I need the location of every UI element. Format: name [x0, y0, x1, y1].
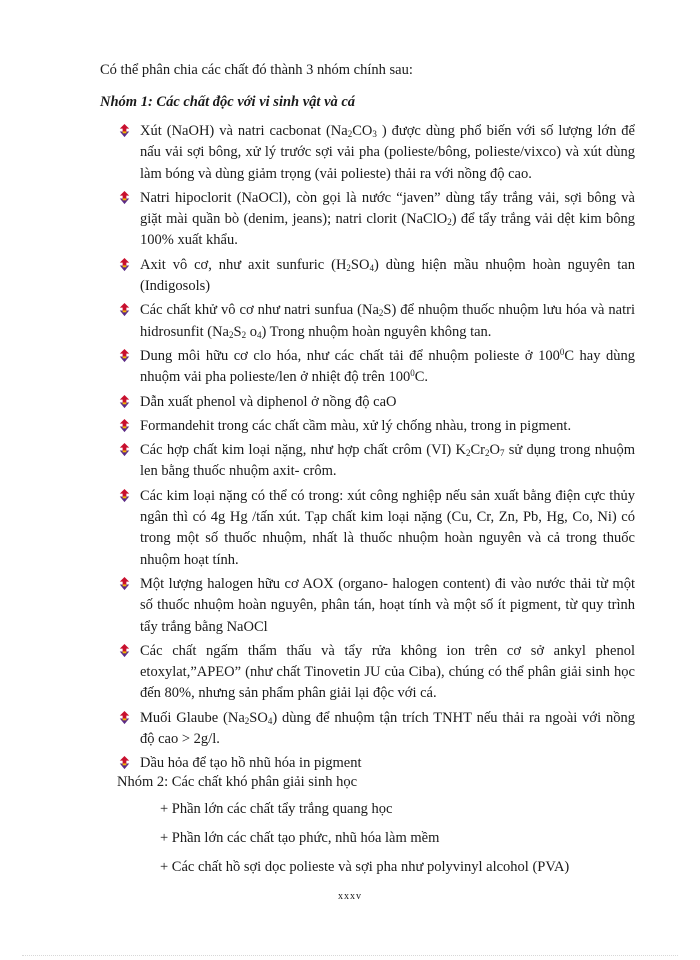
text-segment: Dung môi hữu cơ clo hóa, như các chất tải để nhuộm polieste ở 100	[140, 347, 560, 364]
group1-list-item	[117, 188, 635, 252]
list-item-text	[140, 123, 635, 182]
text-segment: Dẫn xuất phenol và diphenol ở nồng độ caO	[140, 393, 397, 410]
list-item-text	[140, 418, 571, 434]
text-segment: Muối Glaube (Na	[140, 709, 245, 726]
group1-list-item	[117, 346, 635, 389]
text-segment: Axit vô cơ, như axit sunfuric (H	[140, 256, 347, 273]
list-item-text	[140, 710, 635, 747]
arrow-bullet-icon	[117, 394, 132, 409]
text-segment: 2	[346, 262, 351, 273]
arrow-bullet-icon	[117, 348, 132, 363]
group1-list-item	[117, 121, 635, 185]
text-segment: Natri hipoclorit (NaOCl), còn gọi là nước “javen” dùng tẩy trắng vải, sợi bông và giặt mài quần bò (denim, jeans); natri clorit (NaClO	[140, 189, 635, 228]
text-segment: ) để tẩy trắng vải dệt kim bông 100% xuất khẩu.	[140, 211, 635, 249]
group1-list-item	[117, 416, 635, 437]
text-segment: 7	[499, 448, 505, 459]
group1-bullet-list	[117, 121, 635, 778]
text-segment: Dầu hỏa để tạo hồ nhũ hóa in pigment	[140, 755, 362, 772]
text-segment: 2	[347, 129, 353, 139]
arrow-bullet-icon	[117, 123, 132, 138]
text-segment: 3	[372, 129, 377, 139]
arrow-bullet-icon	[117, 576, 132, 591]
group2-item: + Phần lớn các chất tẩy trắng quang học	[160, 801, 393, 817]
list-item-text	[140, 755, 361, 771]
group2-item: + Các chất hồ sợi dọc polieste và sợi pha như polyvinyl alcohol (PVA)	[160, 859, 570, 875]
text-segment: o	[246, 323, 257, 340]
text-segment: Các chất ngấm thẩm thấu và tẩy rửa không ion trên cơ sở ankyl phenol etoxylat,”APEO” (như chất Tinovetin JU của Ciba), chúng có thể phân giải sinh học đến 80%, nhưng sản phẩm phân giải lại độc với cá.	[140, 642, 635, 702]
group1-list-item	[117, 255, 635, 298]
group1-list-item	[117, 708, 635, 751]
list-item-text	[140, 190, 635, 249]
text-segment: 4	[256, 329, 262, 340]
text-segment: 4	[369, 262, 374, 273]
group1-list-item	[117, 574, 635, 638]
list-item-text	[140, 488, 635, 568]
page-number: xxxv	[338, 891, 362, 902]
text-segment: ) dùng hiện mầu nhuộm hoàn nguyên tan (Indigosols)	[140, 256, 635, 295]
group1-list-item	[117, 486, 635, 571]
text-segment: Một lượng halogen hữu cơ AOX (organo- halogen content) đi vào nước thải từ một số thuốc nhuộm hoàn nguyên, phân tán, hoạt tính và một số ít pigment, từ quy trình tẩy trắng bằng NaOCl	[140, 575, 635, 635]
text-segment: ) được dùng phổ biến với số lượng lớn để nấu vải sợi bông, xử lý trước sợi vải pha (polieste/bông, polieste/vixco) và xút dùng làm bóng và dùng giảm trọng (vải polieste) thải ra với nồng độ cao.	[140, 123, 635, 182]
text-segment: Các chất khử vô cơ như natri sunfua (Na	[140, 302, 379, 319]
text-segment: Các hợp chất kim loại nặng, như hợp chất crôm (VI) K	[140, 442, 466, 459]
text-segment: C.	[414, 369, 429, 386]
text-segment: 2	[485, 448, 490, 459]
arrow-bullet-icon	[117, 442, 132, 457]
arrow-bullet-icon	[117, 488, 132, 503]
group2-item: + Phần lớn các chất tạo phức, nhũ hóa làm mềm	[160, 830, 440, 846]
arrow-bullet-icon	[117, 418, 132, 433]
text-segment: Formandehit trong các chất cầm màu, xử lý chống nhàu, trong in pigment.	[140, 417, 572, 434]
list-item-text	[140, 302, 635, 339]
arrow-bullet-icon	[117, 643, 132, 658]
group1-list-item	[117, 641, 635, 705]
text-segment: 2	[241, 329, 247, 340]
arrow-bullet-icon	[117, 190, 132, 205]
text-segment: Cr	[470, 442, 485, 459]
text-segment: 2	[447, 217, 452, 228]
group1-list-item	[117, 753, 635, 774]
text-segment: sử dụng trong nhuộm len bằng thuốc nhuộm axit- crôm.	[140, 442, 636, 480]
text-segment: 2	[466, 448, 471, 459]
text-segment: S) để nhuộm thuốc nhuộm lưu hóa và natri hidrosunfit (Na	[140, 302, 636, 340]
footer-dotted-rule	[22, 955, 678, 956]
text-segment: ) Trong nhuộm hoàn nguyên không tan.	[261, 323, 492, 340]
intro-paragraph: Có thể phân chia các chất đó thành 3 nhóm chính sau:	[100, 62, 413, 78]
text-segment: Xút (NaOH) và natri cacbonat (Na	[140, 123, 348, 139]
text-segment: C hay dùng nhuộm vải pha polieste/len ở nhiệt độ trên 100	[140, 347, 636, 386]
group1-heading: Nhóm 1: Các chất độc với vi sinh vật và cá	[100, 94, 356, 110]
text-segment: 2	[378, 308, 384, 319]
group1-list-item	[117, 300, 635, 343]
arrow-bullet-icon	[117, 755, 132, 770]
list-item-text	[140, 348, 635, 385]
group1-list-item	[117, 440, 635, 483]
arrow-bullet-icon	[117, 257, 132, 272]
text-segment: 0	[410, 368, 415, 379]
text-segment: 4	[267, 715, 273, 726]
list-item-text	[140, 442, 635, 479]
text-segment: Các kim loại nặng có thể có trong: xút công nghiệp nếu sản xuất bằng điện cực thủy ngân thì có 4g Hg /tấn xút. Tạp chất kim loại nặng (Cu, Cr, Zn, Pb, Hg, Co, Ni) có trong một số thuốc nhuộm, nhất là thuốc nhuộm hoàn nguyên và cả trong thuốc nhuộm hoạt tính.	[140, 487, 635, 568]
text-segment: SO	[249, 709, 268, 726]
text-segment: 2	[244, 715, 250, 726]
arrow-bullet-icon	[117, 302, 132, 317]
group2-heading: Nhóm 2: Các chất khó phân giải sinh học	[117, 774, 358, 790]
text-segment: ) dùng để nhuộm tận trích TNHT nếu thải ra ngoài với nồng độ cao > 2g/l.	[140, 709, 635, 748]
text-segment: 2	[229, 329, 234, 340]
group1-list-item	[117, 392, 635, 413]
list-item-text	[140, 643, 635, 702]
text-segment: O	[489, 442, 500, 459]
text-segment: S	[233, 323, 242, 340]
list-item-text	[140, 257, 635, 294]
text-segment: 0	[559, 346, 565, 357]
list-item-text	[140, 576, 635, 635]
list-item-text	[140, 394, 397, 410]
text-segment: CO	[352, 123, 373, 139]
arrow-bullet-icon	[117, 710, 132, 725]
text-segment: SO	[350, 256, 370, 273]
